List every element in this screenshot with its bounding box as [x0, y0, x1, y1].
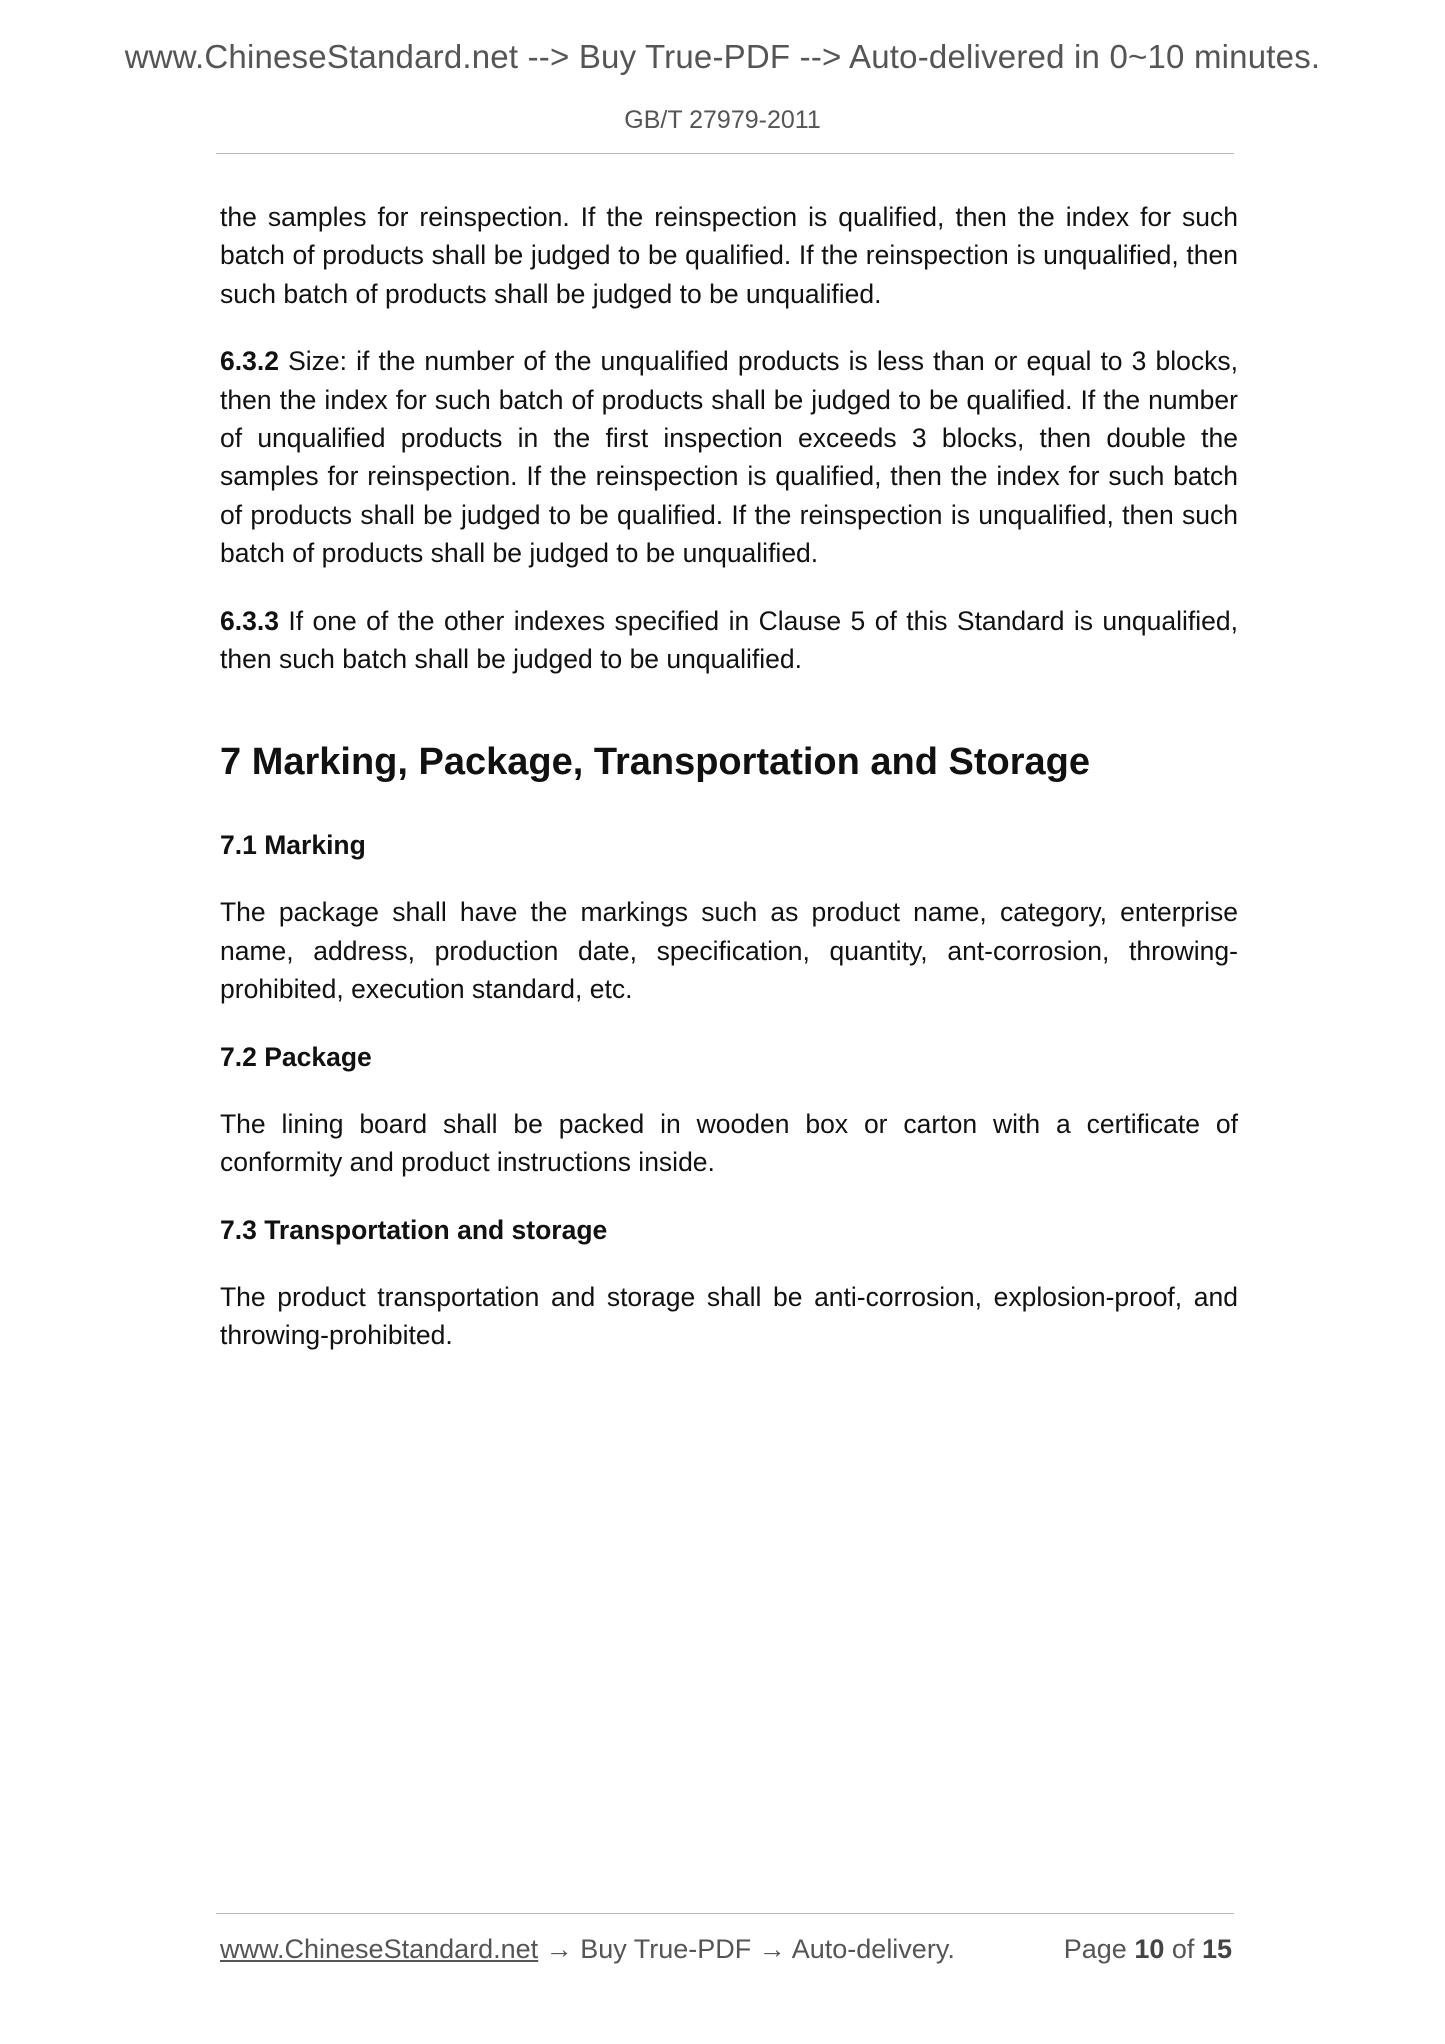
subsection-7-3-text: The product transportation and storage shall be anti-corrosion, explosion-proof, and throwing-prohibited. [220, 1281, 1238, 1350]
continuation-paragraph: the samples for reinspection. If the reinspection is qualified, then the index for such batch of products shall be judged to be qualified. If the reinspection is unqualified, then such batch of products shall be judged to be unqualified. [220, 202, 1238, 309]
subsection-7-2-text: The lining board shall be packed in wooden box or carton with a certificate of conformity and product instructions inside. [220, 1108, 1238, 1178]
clause-6-3-2 [220, 342, 1238, 572]
section-7-heading: 7 Marking, Package, Transportation and Storage [220, 741, 1091, 784]
footer-divider [216, 1913, 1234, 1914]
clause-number: 6.3.2 [220, 346, 279, 377]
footer-site-link[interactable]: www.ChineseStandard.net [220, 1934, 539, 1964]
subsection-7-2-heading: 7.2 Package [220, 1041, 372, 1072]
subsection-7-1-heading: 7.1 Marking [220, 830, 366, 861]
footer-promo-text: → Buy True-PDF → Auto-delivery. [538, 1934, 955, 1964]
standard-code: GB/T 27979-2011 [624, 106, 821, 134]
subsection-7-3-heading: 7.3 Transportation and storage [220, 1214, 608, 1245]
top-banner: www.ChineseStandard.net --> Buy True-PDF --> Auto-delivered in 0~10 minutes. [124, 38, 1321, 75]
header-divider [216, 153, 1234, 154]
page-label: Page [1063, 1934, 1127, 1964]
page-current: 10 [1134, 1934, 1165, 1964]
page-total: 15 [1201, 1934, 1232, 1964]
clause-text: Size: if the number of the unqualified products is less than or equal to 3 blocks, then the index for such batch of products shall be judged to be qualified. If the number of unqualified products in the first inspection exceeds 3 blocks, then double the samples for reinspection. If the reinspection is qualified, then the index for such batch of products shall be judged to be qualified. If the reinspection is unqualified, then such batch of products shall be judged to be unqualified. [220, 346, 1238, 569]
page-indicator [1064, 1930, 1232, 1968]
page-of-label: of [1171, 1934, 1195, 1964]
clause-text: If one of the other indexes specified in Clause 5 of this Standard is unqualified, then such batch shall be judged to be unqualified. [220, 605, 1238, 675]
subsection-7-1-text: The package shall have the markings such as product name, category, enterprise name, address, production date, specification, quantity, ant-corrosion, throwing-prohibited, execution standard, etc. [220, 897, 1238, 1005]
clause-6-3-3 [220, 602, 1238, 679]
document-body [220, 198, 1238, 1354]
footer-promo [220, 1930, 955, 1968]
clause-number: 6.3.3 [220, 605, 279, 636]
